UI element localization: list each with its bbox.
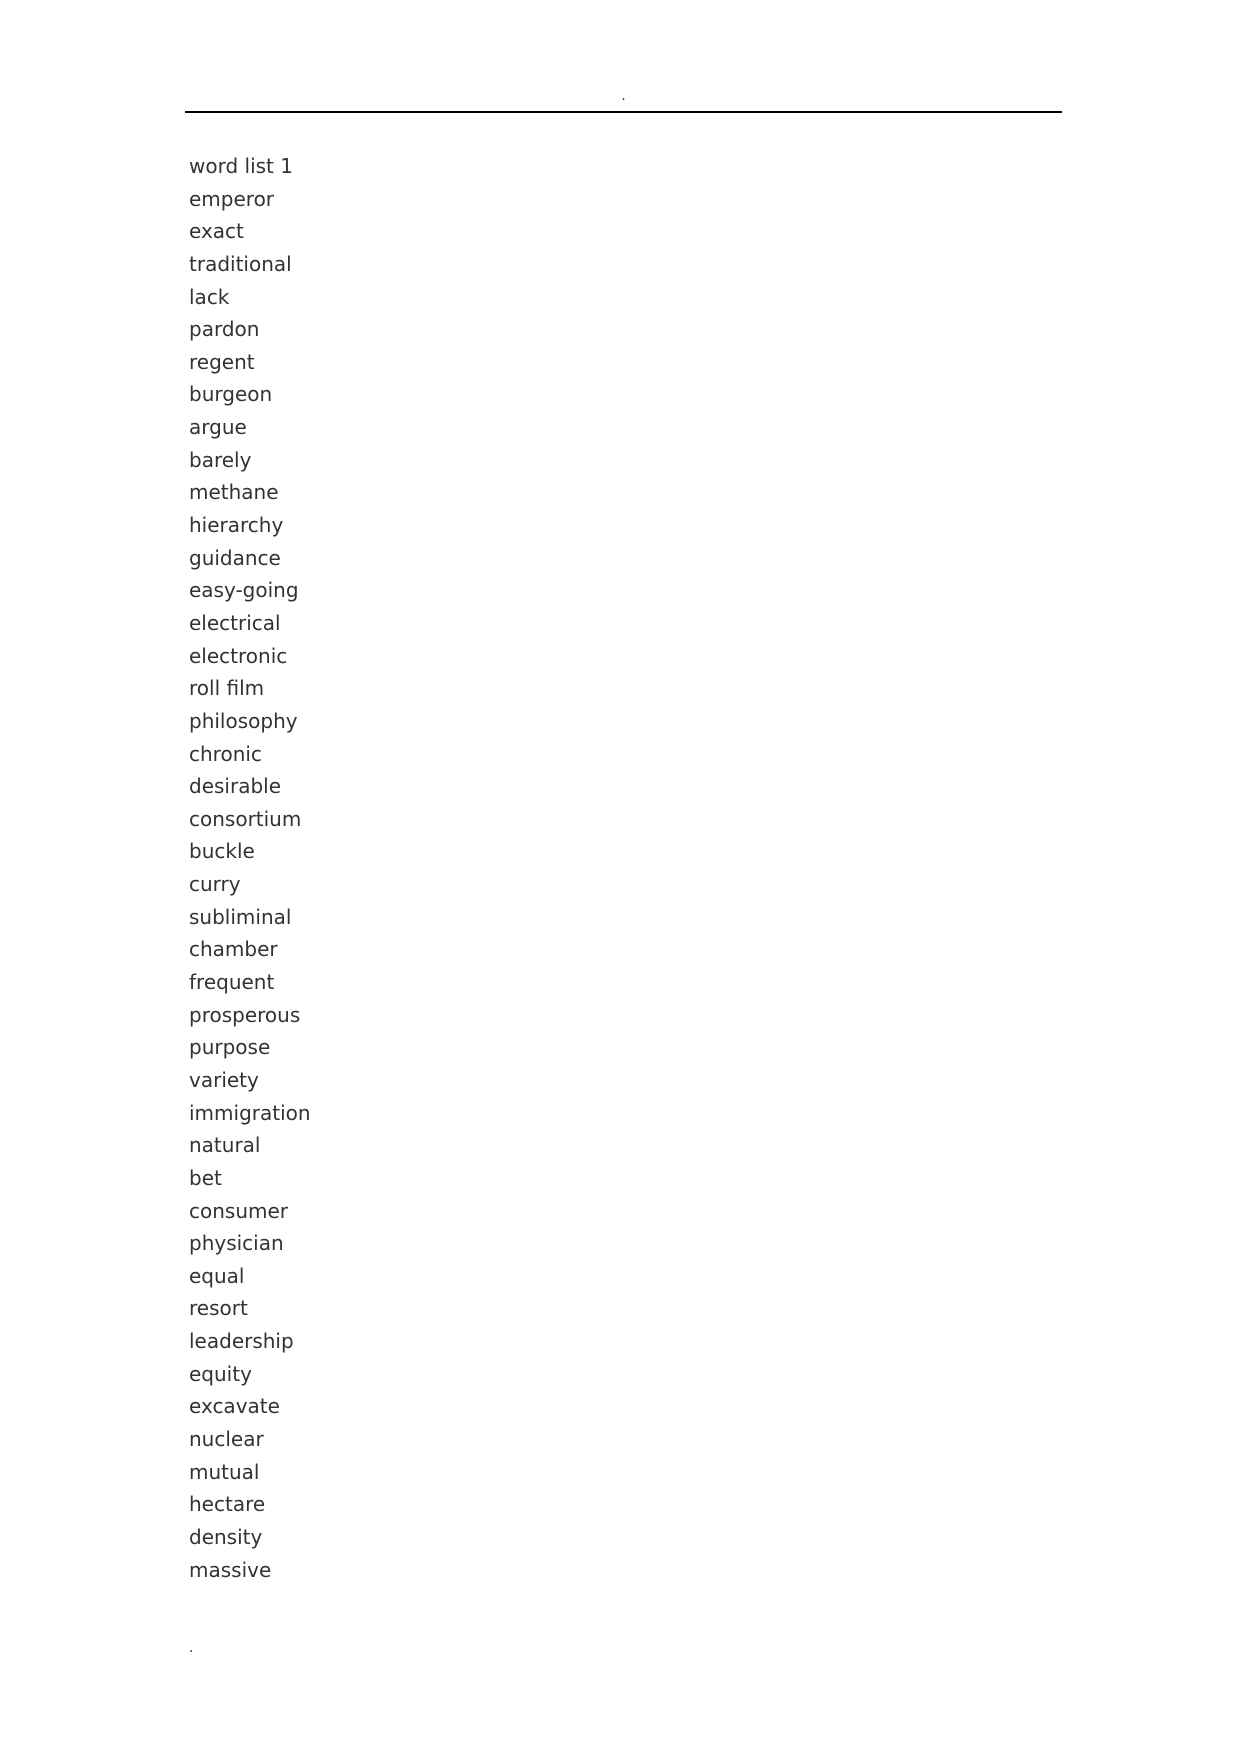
word-list-item: frequent bbox=[189, 970, 275, 995]
word-list-item: desirable bbox=[189, 774, 282, 799]
word-list-item: philosophy bbox=[189, 708, 298, 733]
word-list-item: roll film bbox=[189, 676, 265, 701]
word-list-item: physician bbox=[189, 1231, 284, 1256]
word-list-item: consumer bbox=[189, 1198, 289, 1223]
word-list-title: word list 1 bbox=[189, 154, 293, 178]
word-list-item: regent bbox=[189, 349, 255, 374]
word-list-item: buckle bbox=[189, 839, 255, 864]
word-list-item: argue bbox=[189, 415, 247, 440]
word-list-item: exact bbox=[189, 219, 244, 244]
word-list-item: resort bbox=[189, 1296, 248, 1321]
word-list-item: density bbox=[189, 1524, 263, 1549]
word-list-item: bet bbox=[189, 1165, 222, 1190]
word-list-item: prosperous bbox=[189, 1002, 301, 1027]
word-list-item: chronic bbox=[189, 741, 262, 766]
page-header bbox=[185, 0, 1062, 114]
word-list-item: excavate bbox=[189, 1394, 280, 1419]
word-list-item: lack bbox=[189, 284, 230, 309]
word-list-item: hierarchy bbox=[189, 513, 284, 538]
word-list-item: purpose bbox=[189, 1035, 271, 1060]
word-list bbox=[189, 150, 311, 1586]
word-list-item: equity bbox=[189, 1361, 252, 1386]
word-list-item: leadership bbox=[189, 1329, 294, 1354]
header-rule bbox=[185, 111, 1062, 113]
word-list-item: nuclear bbox=[189, 1426, 264, 1451]
header-mark: . bbox=[621, 88, 626, 104]
word-list-item: pardon bbox=[189, 317, 260, 342]
footer-mark: . bbox=[189, 1640, 194, 1656]
word-list-item: hectare bbox=[189, 1492, 266, 1517]
word-list-item: natural bbox=[189, 1133, 261, 1158]
word-list-item: electrical bbox=[189, 610, 281, 635]
word-list-item: chamber bbox=[189, 937, 278, 962]
word-list-item: variety bbox=[189, 1067, 259, 1092]
word-list-item: emperor bbox=[189, 186, 275, 211]
word-list-item: consortium bbox=[189, 806, 302, 831]
word-list-item: mutual bbox=[189, 1459, 260, 1484]
word-list-item: immigration bbox=[189, 1100, 311, 1125]
word-list-item: barely bbox=[189, 447, 252, 472]
word-list-item: curry bbox=[189, 872, 241, 897]
word-list-item: guidance bbox=[189, 545, 281, 570]
word-list-item: burgeon bbox=[189, 382, 273, 407]
word-list-item: easy-going bbox=[189, 578, 299, 603]
word-list-item: traditional bbox=[189, 251, 292, 276]
word-list-item: equal bbox=[189, 1263, 245, 1288]
word-list-item: methane bbox=[189, 480, 279, 505]
word-list-item: electronic bbox=[189, 643, 288, 668]
word-list-item: massive bbox=[189, 1557, 272, 1582]
word-list-item: subliminal bbox=[189, 904, 292, 929]
